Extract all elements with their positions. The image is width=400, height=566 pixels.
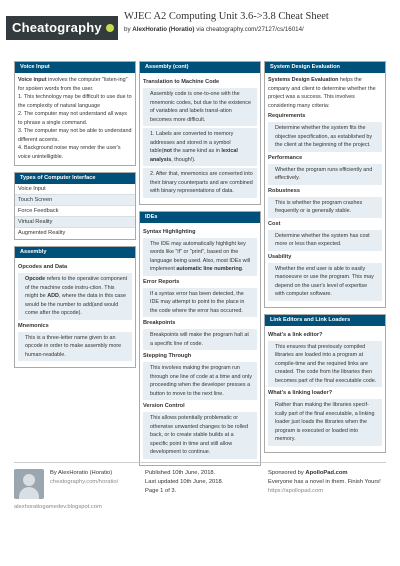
published-date: Published 10th June, 2018. xyxy=(145,470,216,476)
header-bar xyxy=(0,0,400,50)
section-heading: Breakpoints xyxy=(143,320,176,326)
usability-text: Whether the end user is able to easily manoeuvre or use the program. This may depend on the user's level of expertise with computer software. xyxy=(268,263,382,301)
stepping-text: This involves making the program run through one line of code at a time and only proceeding when the developer presses a button to move to the next line. xyxy=(143,362,257,400)
list-item: Augmented Reality xyxy=(18,230,66,236)
panel-assembly xyxy=(14,246,136,368)
opcode-text: Opcode refers to the operative component of the machine code instru-ction. This might be ADD, where the data in this case would be the number to add(and would come after the opcode). xyxy=(18,273,132,320)
mnemonics-text: This is a three-letter name given to an opcode in order to make assembly more human-readable. xyxy=(18,332,132,362)
version-text: This allows potentially problematic or otherwise unwanted changes to be rolled back, or to create stable builds at a specific point in time and still allow development to continue. xyxy=(143,412,257,459)
byline xyxy=(124,26,304,33)
performance-text: Whether the program runs efficiently and effectively. xyxy=(268,164,382,185)
section-heading: Requirements xyxy=(268,113,306,119)
link-editor-text: This ensures that previously compiled libraries are loaded into a program at compile-time and the required links are created. The code from the libraries then becomes part of the final executable code. xyxy=(268,341,382,388)
panel-link-editors xyxy=(264,314,386,453)
avatar[interactable] xyxy=(14,469,44,499)
panel-title: Voice Input xyxy=(15,62,135,73)
section-heading: Stepping Through xyxy=(143,353,192,359)
section-heading: Syntax Highlighting xyxy=(143,228,196,235)
section-heading: Cost xyxy=(268,220,281,227)
voice-item-1: 1. This technology may be difficult to use due to the complexity of natural language xyxy=(18,94,132,109)
author-link[interactable]: AlexHoratio (Horatio) xyxy=(132,26,195,33)
translation-text: Assembly code is one-to-one with the mnemonic codes, but due to the existence of variables and labels transl-ation becomes more difficult. xyxy=(143,88,257,126)
section-heading: Version Control xyxy=(143,403,185,409)
section-heading: Robustness xyxy=(268,187,301,194)
requirements-text: Determine whether the system fits the objective specification, as established by the client at the beginning of the project. xyxy=(268,122,382,152)
footer-dates xyxy=(145,469,265,496)
column-1 xyxy=(14,61,136,374)
sponsor-line: Sponsored by ApolloPad.com xyxy=(268,470,348,476)
footer-sponsor xyxy=(268,469,386,496)
panel-title: System Design Evaluation xyxy=(265,62,385,73)
section-heading: Translation to Machine Code xyxy=(143,79,220,85)
section-heading: What's a link editor? xyxy=(268,331,323,338)
logo-text: Cheatography xyxy=(12,20,102,35)
error-text: If a syntax error has been detected, the IDE may attempt to point to the place in the code where the error has occurred. xyxy=(143,288,257,318)
linking-loader-text: Rather than making the libraries specif-ically part of the final executable, a linking loader just loads the libraries when the program is executed or loaded into memory. xyxy=(268,399,382,446)
panel-title: Assembly (cont) xyxy=(140,62,260,73)
sponsor-link[interactable]: ApolloPad.com xyxy=(305,470,348,476)
panel-title: Assembly xyxy=(15,247,135,258)
panel-title: IDEs xyxy=(140,212,260,223)
column-2 xyxy=(139,61,261,472)
panel-title: Link Editors and Link Loaders xyxy=(265,315,385,326)
voice-intro: Voice input involves the computer "listen-ing" for spoken words from the user. xyxy=(18,77,128,92)
sponsor-text: Everyone has a novel in them. Finish Yours! xyxy=(268,479,381,485)
byline-via: via xyxy=(194,26,206,33)
voice-item-4: 4. Background noise may render the user's voice unintelligible. xyxy=(18,145,121,160)
translation-step-2: 2. After that, mnemonics are converted into their binary counterparts and are combined with binary representations of data. xyxy=(143,168,257,198)
section-heading: What's a linking loader? xyxy=(268,390,333,396)
cheatography-logo[interactable] xyxy=(6,16,118,40)
panel-system-design-evaluation xyxy=(264,61,386,308)
panel-assembly-cont xyxy=(139,61,261,205)
page-title: WJEC A2 Computing Unit 3.6->3.8 Cheat Sheet xyxy=(124,11,329,22)
list-item: Touch Screen xyxy=(15,195,135,206)
section-heading: Performance xyxy=(268,154,303,161)
section-heading: Usability xyxy=(268,253,292,260)
syntax-text: The IDE may automatically highlight key words like "if" or "print", based on the language being used. Also, most IDEs will implement automatic line numbering. xyxy=(143,238,257,276)
panel-interface-types xyxy=(14,172,136,240)
translation-step-1: 1. Labels are converted to memory addresses and stored in a symbol table(not the same kind as in lexical analysis, though!). xyxy=(143,128,257,166)
footer-author-site[interactable]: alexhoratiogamedev.blogspot.com xyxy=(14,504,102,510)
footer xyxy=(14,462,386,520)
footer-author-link[interactable]: cheatography.com/horatio/ xyxy=(50,479,119,485)
column-3 xyxy=(264,61,386,459)
voice-item-2: 2. The computer may not understand all ways to phrase a single command. xyxy=(18,111,127,126)
list-item: Voice Input xyxy=(15,184,135,195)
updated-date: Last updated 10th June, 2018. xyxy=(145,479,224,485)
breakpoints-text: Breakpoints will make the program halt at a specific line of code. xyxy=(143,329,257,350)
list-item: Virtual Reality xyxy=(15,217,135,228)
sponsor-url[interactable]: https://apollopad.com xyxy=(268,488,324,494)
robustness-text: This is whether the program crashes frequently or is generally stable. xyxy=(268,197,382,218)
panel-voice-input xyxy=(14,61,136,166)
footer-author-name[interactable]: By AlexHoratio (Horatio) xyxy=(50,470,113,476)
section-heading: Opcodes and Data xyxy=(18,264,68,270)
section-heading: Mnemonics xyxy=(18,322,49,329)
panel-ides xyxy=(139,211,261,466)
byline-prefix: by xyxy=(124,26,133,33)
section-heading: Error Reports xyxy=(143,278,180,285)
list-item: Force Feedback xyxy=(15,206,135,217)
cost-text: Determine whether the system has cost more or less than expected. xyxy=(268,230,382,251)
logo-dot-icon xyxy=(106,24,114,32)
voice-item-3: 3. The computer may not be able to understand different accents. xyxy=(18,128,132,143)
panel-title: Types of Computer Interface xyxy=(15,173,135,184)
page-number: Page 1 of 3. xyxy=(145,488,177,494)
sheet-url-link[interactable]: cheatography.com/27127/cs/16014/ xyxy=(205,26,304,33)
sde-intro: Systems Design Evaluation helps the company and client to determine whether the project was a success. This involves considering many criteria: xyxy=(268,77,376,109)
